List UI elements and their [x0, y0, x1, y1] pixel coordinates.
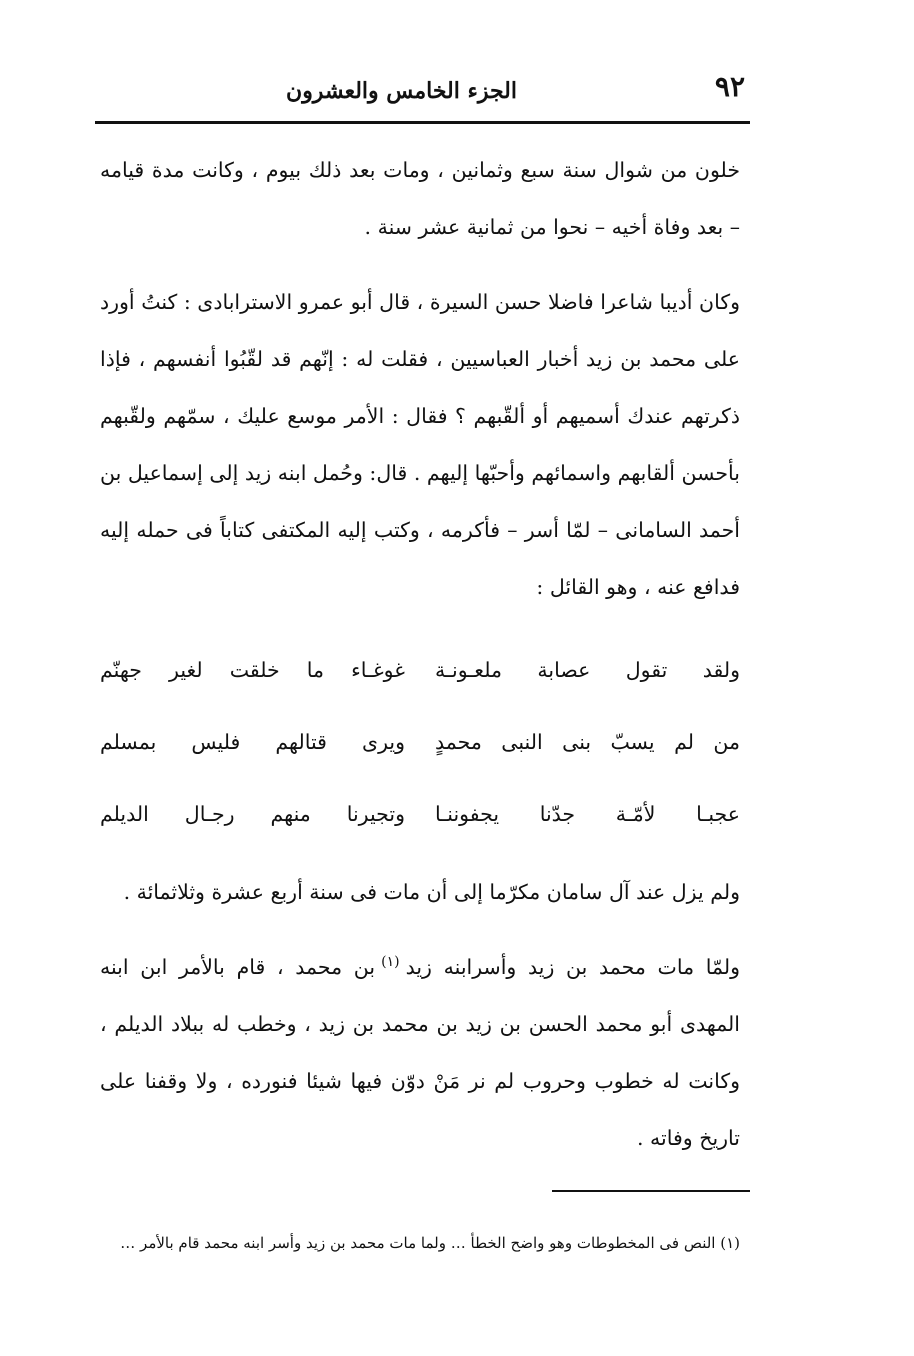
paragraph-after-poem: ولم يزل عند آل سامان مكرّما إلى أن مات فى سنة أربع عشرة وثلاثمائة . — [123, 880, 740, 904]
verse-2-first-hemistich: من لم يسبّ بنى النبى محمدٍ — [435, 730, 740, 754]
paragraph-1: خلون من شوال سنة سبع وثمانين ، ومات بعد ذلك بيوم ، وكانت مدة قيامه – بعد وفاة أخيه – نحوا من ثمانية عشر سنة . — [100, 158, 740, 239]
poem — [100, 634, 740, 850]
page-header — [95, 66, 745, 118]
footnote: (١) النص فى المخطوطات وهو واضح الخطأ … ولما مات محمد بن زيد وأسر ابنه محمد قام بالأمر … — [120, 1234, 740, 1252]
page-number: ٩٢ — [714, 70, 745, 103]
paragraph-last-end: بن محمد ، قام بالأمر ابن ابنه المهدى أبو محمد الحسن بن زيد بن محمد بن زيد ، وخطب له ببلاد الديلم ، وكانت له خطوب وحروب لم نر مَنْ دوّن فيها شيئا فنورده ، ولا وقفنا على تاريخ وفاته . — [100, 955, 740, 1150]
poem-verse-3 — [100, 778, 740, 850]
verse-1-first-hemistich: ولقد تقول عصابة ملعـونـة — [435, 658, 740, 682]
verse-3-first-hemistich: عجبـا لأمّـة جدّنا يجفوننـا — [435, 802, 740, 826]
footnote-marker: (١) — [381, 954, 400, 971]
paragraph-last — [100, 939, 740, 1167]
body-text — [100, 142, 740, 1185]
running-title: الجزء الخامس والعشرون — [286, 78, 517, 104]
header-rule — [95, 121, 750, 124]
verse-3-second-hemistich: وتجيرنا منهم رجـال الديلم — [100, 802, 405, 826]
verse-2-second-hemistich: ويرى قتالهم فليس بمسلم — [100, 730, 405, 754]
paragraph-2: وكان أديبا شاعرا فاضلا حسن السيرة ، قال أبو عمرو الاسترابادى : كنتُ أورد على محمد بن زيد أخبار العباسيين ، فقلت له : إنّهم قد لقّبُوا أنفسهم ، فإذا ذكرتهم عندك أسميهم أو ألقّبهم ؟ فقال : الأمر موسع عليك ، سمّهم ولقّبهم بأحسن ألقابهم واسمائهم وأحبّها إليهم . قال: وحُمل ابنه زيد إلى إسماعيل بن أحمد السامانى – لمّا أسر – فأكرمه ، وكتب إليه المكتفى كتاباً فى حمله إليه فدافع عنه ، وهو القائل : — [100, 290, 740, 599]
footnote-rule — [552, 1190, 750, 1192]
verse-1-second-hemistich: غوغـاء ما خلقت لغير جهنّم — [100, 658, 405, 682]
poem-verse-2 — [100, 706, 740, 778]
paragraph-last-start: ولمّا مات محمد بن زيد وأسرابنه زيد — [405, 955, 740, 979]
poem-verse-1 — [100, 634, 740, 706]
